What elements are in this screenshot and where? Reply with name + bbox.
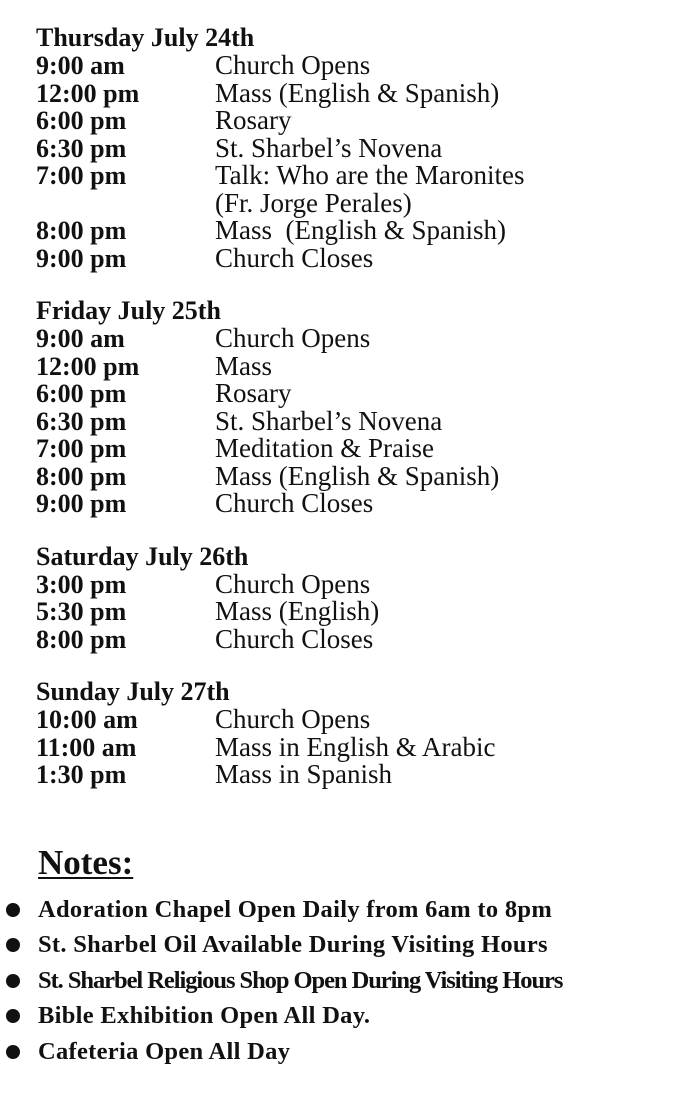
schedule-row <box>36 132 676 163</box>
schedule-row <box>36 242 676 273</box>
event-time: 10:00 am <box>36 705 138 734</box>
event-time: 9:00 pm <box>36 243 127 273</box>
bullet-icon <box>6 1045 20 1059</box>
day-friday <box>36 297 676 518</box>
schedule-row <box>36 731 676 762</box>
event-name: Church Opens <box>215 568 371 599</box>
event-name: Mass (English) <box>215 596 380 626</box>
day-saturday <box>36 543 676 654</box>
schedule-row <box>36 350 676 381</box>
event-time: 8:00 pm <box>36 624 127 654</box>
event-name: Church Closes <box>215 623 374 654</box>
note-text: Cafeteria Open All Day <box>38 1037 291 1065</box>
note-text: St. Sharbel Oil Available During Visiting Hours <box>38 931 548 959</box>
schedule-row <box>36 598 676 626</box>
event-name: Meditation & Praise <box>215 433 434 463</box>
event-time: 8:00 pm <box>36 216 127 245</box>
note-item <box>0 928 695 964</box>
event-time: 12:00 pm <box>36 351 140 381</box>
event-time: 3:00 pm <box>36 569 127 599</box>
event-name: Church Closes <box>215 242 374 273</box>
day-sunday <box>36 678 676 789</box>
event-name: Church Opens <box>215 323 371 353</box>
notes-title: Notes: <box>38 843 134 882</box>
event-name: Mass (English & Spanish) <box>215 460 500 491</box>
day-title: Sunday July 27th <box>36 677 230 706</box>
event-time: 7:00 pm <box>36 161 127 190</box>
event-name: Rosary <box>215 378 292 408</box>
schedule-row <box>36 435 676 463</box>
schedule-row <box>36 490 676 518</box>
event-time: 12:00 pm <box>36 78 140 108</box>
day-title: Thursday July 24th <box>36 23 255 52</box>
day-title: Friday July 25th <box>36 296 221 325</box>
day-thursday <box>36 24 676 272</box>
event-name: Church Opens <box>215 704 371 734</box>
event-name: Mass in English & Arabic <box>215 731 496 762</box>
event-name: Church Closes <box>215 488 374 518</box>
notes-section <box>0 842 695 1070</box>
bullet-icon <box>6 1009 20 1023</box>
event-name: Mass (English & Spanish) <box>215 215 507 245</box>
schedule-row <box>36 761 676 789</box>
event-schedule <box>36 24 676 814</box>
bullet-icon <box>6 903 20 917</box>
event-name: Mass in Spanish <box>215 759 393 789</box>
schedule-row <box>36 460 676 491</box>
schedule-row <box>36 706 676 734</box>
schedule-row <box>36 380 676 408</box>
event-name: St. Sharbel’s Novena <box>215 405 443 436</box>
schedule-row <box>36 325 676 353</box>
event-time: 1:30 pm <box>36 760 127 789</box>
schedule-row <box>36 77 676 108</box>
bullet-icon <box>6 938 20 952</box>
event-name: Church Opens <box>215 50 371 80</box>
note-text: Adoration Chapel Open Daily from 6am to 8pm <box>38 895 553 923</box>
event-time: 8:00 pm <box>36 461 127 491</box>
event-time: 6:00 pm <box>36 106 127 135</box>
schedule-row <box>36 405 676 436</box>
schedule-row <box>36 52 676 80</box>
event-time: 9:00 pm <box>36 489 127 518</box>
notes-list <box>0 892 695 1070</box>
event-time: 5:30 pm <box>36 597 127 626</box>
event-name: Talk: Who are the Maronites (Fr. Jorge Perales) <box>215 160 525 218</box>
event-time: 9:00 am <box>36 324 125 353</box>
bullet-icon <box>6 974 20 988</box>
schedule-row <box>36 217 676 245</box>
event-name: Mass <box>215 350 273 381</box>
note-text: St. Sharbel Religious Shop Open During Visiting Hours <box>38 966 563 994</box>
note-text: Bible Exhibition Open All Day. <box>38 1002 371 1030</box>
schedule-row <box>36 623 676 654</box>
event-time: 7:00 pm <box>36 434 127 463</box>
schedule-row <box>36 568 676 599</box>
event-time: 6:30 pm <box>36 133 127 163</box>
event-time: 9:00 am <box>36 51 125 80</box>
schedule-row <box>36 107 676 135</box>
event-name: Rosary <box>215 105 292 135</box>
event-name: Mass (English & Spanish) <box>215 77 500 108</box>
schedule-row <box>36 162 676 217</box>
note-item <box>0 999 695 1035</box>
event-name: St. Sharbel’s Novena <box>215 132 443 163</box>
note-item <box>0 963 695 999</box>
event-time: 6:00 pm <box>36 379 127 408</box>
note-item <box>0 892 695 928</box>
event-time: 11:00 am <box>36 732 137 762</box>
note-item <box>0 1034 695 1070</box>
day-title: Saturday July 26th <box>36 541 249 571</box>
event-time: 6:30 pm <box>36 406 127 436</box>
